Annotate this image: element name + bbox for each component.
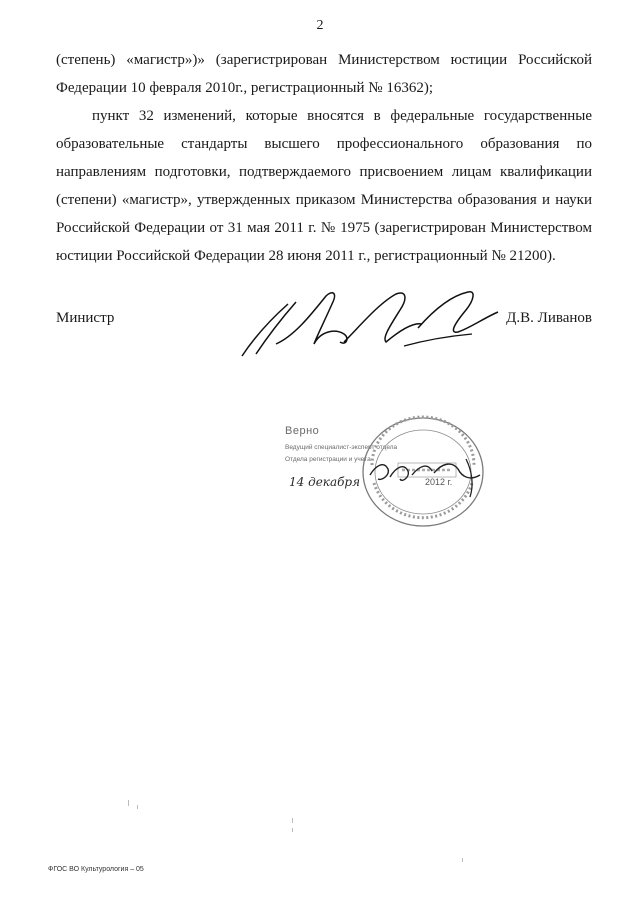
certification-line-1: Ведущий специалист-эксперт отдела <box>285 444 398 451</box>
paragraph-2-text: пункт 32 изменений, которые вносятся в федеральные государственные образовательные стандарты высшего профессионального образования по направлениям подготовки, подтверждаемого присвоением лицам квалификации (степени) «магистр», утвержденных приказом Министерства образования и науки Российской Федерации от 31 мая 2011 г. № 1975 (зарегистрирован Министерством юстиции Российской Федерации 28 июня 2011 г., регистрационный № 21200). <box>56 108 592 264</box>
paragraph-1-text: (степень) «магистр»)» (зарегистрирован Министерством юстиции Российской Федерации 10 февраля 2010г., регистрационный № 16362); <box>56 52 592 96</box>
certification-line-2: Отдела регистрации и учета <box>285 456 371 463</box>
certification-year: 2012 г. <box>425 477 453 487</box>
scan-speck <box>292 828 293 832</box>
handwritten-signature <box>236 282 506 362</box>
scan-speck <box>462 858 463 862</box>
page-number: 2 <box>316 18 324 33</box>
scan-speck <box>137 805 138 809</box>
certification-signature <box>330 445 500 505</box>
signatory-role: Министр <box>56 310 115 326</box>
scan-speck <box>128 800 129 806</box>
footer-text: ФГОС ВО Культурология – 05 <box>48 866 144 873</box>
scan-speck <box>292 818 293 823</box>
paragraph-1 <box>56 46 592 102</box>
certification-date: 14 декабря <box>289 475 361 489</box>
paragraph-2 <box>56 102 592 270</box>
certification-title: Верно <box>285 425 320 437</box>
signatory-name: Д.В. Ливанов <box>506 310 592 326</box>
